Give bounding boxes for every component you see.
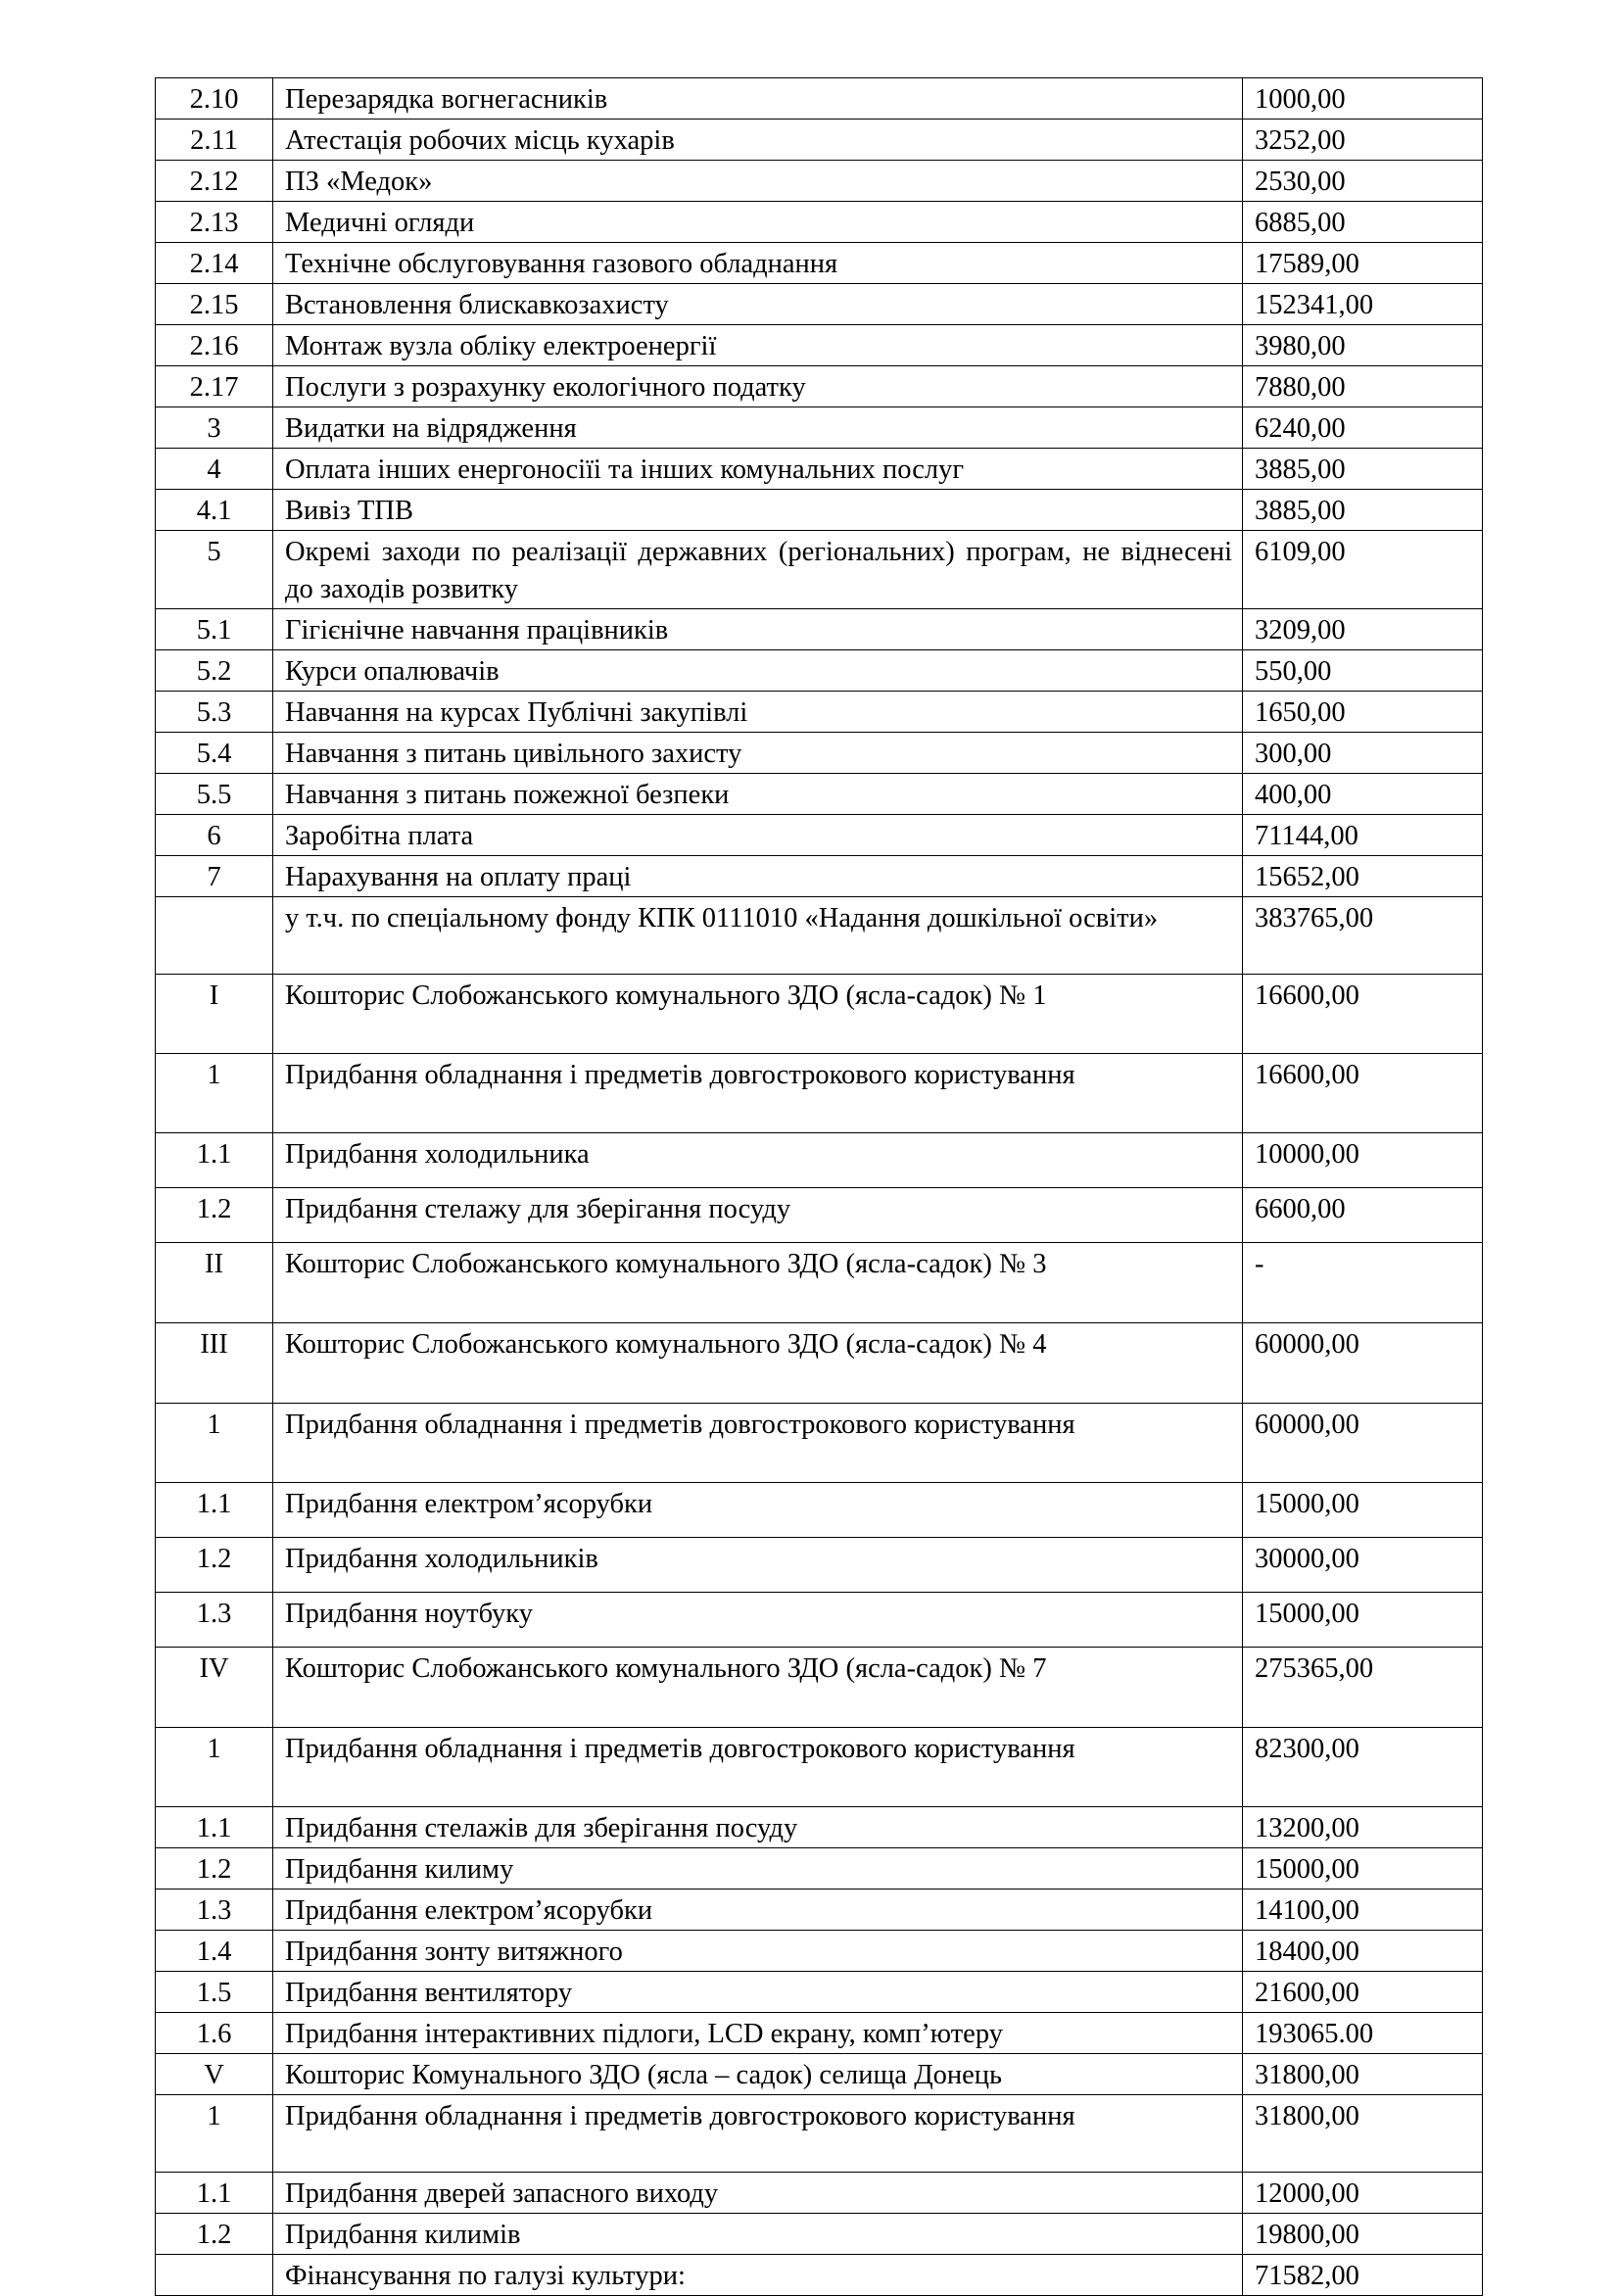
row-number-cell: 1.1 [156,1133,273,1188]
row-number-cell: 1.4 [156,1931,273,1972]
row-amount-cell: 60000,00 [1243,1404,1483,1483]
row-description-cell: ПЗ «Медок» [273,161,1243,202]
row-description-cell: Кошторис Слобожанського комунального ЗДО (ясла-садок) № 7 [273,1648,1243,1728]
row-description-cell: Заробітна плата [273,815,1243,856]
row-number-cell: 1.5 [156,1972,273,2013]
row-description-cell: Придбання вентилятору [273,1972,1243,2013]
row-description-cell: Придбання зонту витяжного [273,1931,1243,1972]
table-row [156,490,1483,531]
row-number-cell: 2.17 [156,366,273,407]
row-amount-cell: 6240,00 [1243,407,1483,449]
row-number-cell: IV [156,1648,273,1728]
row-description-cell: Придбання обладнання і предметів довгострокового користування [273,1728,1243,1807]
row-amount-cell: 300,00 [1243,733,1483,774]
table-row [156,1931,1483,1972]
row-number-cell: 1 [156,2095,273,2173]
row-description-cell: Встановлення блискавкозахисту [273,284,1243,325]
row-description-cell: Оплата інших енергоносіїі та інших комунальних послуг [273,449,1243,490]
row-description-cell: Монтаж вузла обліку електроенергії [273,325,1243,366]
row-amount-cell: 19800,00 [1243,2214,1483,2255]
table-row [156,2054,1483,2095]
row-description-cell: Придбання обладнання і предметів довгострокового користування [273,1404,1243,1483]
row-number-cell: 4.1 [156,490,273,531]
row-description-cell: Окремі заходи по реалізації державних (регіональних) програм, не віднесені до заходів розвитку [273,531,1243,609]
row-amount-cell: 15000,00 [1243,1593,1483,1648]
row-number-cell: 2.14 [156,243,273,284]
row-description-cell: Придбання дверей запасного виходу [273,2173,1243,2214]
row-number-cell [156,897,273,975]
row-amount-cell: 31800,00 [1243,2095,1483,2173]
row-number-cell: 2.13 [156,202,273,243]
row-amount-cell: 1000,00 [1243,78,1483,120]
row-amount-cell: 17589,00 [1243,243,1483,284]
table-row [156,1054,1483,1133]
row-number-cell: 1.1 [156,1807,273,1848]
row-description-cell: Придбання холодильників [273,1538,1243,1593]
row-description-cell: Навчання на курсах Публічні закупівлі [273,692,1243,733]
table-row [156,2173,1483,2214]
row-number-cell: 5.4 [156,733,273,774]
row-number-cell: 7 [156,856,273,897]
row-amount-cell: 14100,00 [1243,1889,1483,1931]
row-amount-cell: 400,00 [1243,774,1483,815]
row-amount-cell: 550,00 [1243,650,1483,692]
row-number-cell: 1.2 [156,1538,273,1593]
row-number-cell [156,2255,273,2296]
table-body [156,78,1483,2296]
table-row [156,815,1483,856]
table-row [156,1538,1483,1593]
row-amount-cell: 3980,00 [1243,325,1483,366]
table-row [156,531,1483,609]
row-number-cell: 5.5 [156,774,273,815]
row-amount-cell: 16600,00 [1243,1054,1483,1133]
table-row [156,1848,1483,1889]
row-amount-cell: 71582,00 [1243,2255,1483,2296]
row-amount-cell: 6600,00 [1243,1188,1483,1243]
table-row [156,2095,1483,2173]
row-amount-cell: 152341,00 [1243,284,1483,325]
row-number-cell: 3 [156,407,273,449]
row-number-cell: 1 [156,1728,273,1807]
row-description-cell: Придбання інтерактивних підлоги, LCD екрану, комп’ютеру [273,2013,1243,2054]
row-amount-cell: 13200,00 [1243,1807,1483,1848]
table-row [156,1404,1483,1483]
row-description-cell: Кошторис Комунального ЗДО (ясла – садок) селища Донець [273,2054,1243,2095]
row-description-cell: Медичні огляди [273,202,1243,243]
table-row [156,856,1483,897]
table-row [156,120,1483,161]
table-row [156,284,1483,325]
row-description-cell: Гігієнічне навчання працівників [273,609,1243,650]
row-number-cell: 1.2 [156,1188,273,1243]
row-amount-cell: 12000,00 [1243,2173,1483,2214]
row-amount-cell: 82300,00 [1243,1728,1483,1807]
row-number-cell: 1.1 [156,2173,273,2214]
row-amount-cell: 71144,00 [1243,815,1483,856]
row-number-cell: 4 [156,449,273,490]
row-description-cell: Послуги з розрахунку екологічного податку [273,366,1243,407]
row-number-cell: 1.3 [156,1593,273,1648]
row-number-cell: 1.2 [156,1848,273,1889]
row-amount-cell: 7880,00 [1243,366,1483,407]
table-row [156,366,1483,407]
row-number-cell: 1.2 [156,2214,273,2255]
row-amount-cell: 15000,00 [1243,1483,1483,1538]
table-row [156,1807,1483,1848]
row-number-cell: 5.1 [156,609,273,650]
row-number-cell: 1 [156,1404,273,1483]
table-row [156,202,1483,243]
row-number-cell: 2.12 [156,161,273,202]
row-number-cell: 5 [156,531,273,609]
row-description-cell: Кошторис Слобожанського комунального ЗДО (ясла-садок) № 3 [273,1243,1243,1323]
row-amount-cell: 2530,00 [1243,161,1483,202]
table-row [156,1728,1483,1807]
table-row [156,407,1483,449]
budget-table [155,77,1483,2296]
table-row [156,1889,1483,1931]
row-description-cell: Придбання стелажу для зберігання посуду [273,1188,1243,1243]
table-row [156,325,1483,366]
row-description-cell: Кошторис Слобожанського комунального ЗДО (ясла-садок) № 1 [273,975,1243,1054]
table-row [156,609,1483,650]
row-amount-cell: - [1243,1243,1483,1323]
row-amount-cell: 31800,00 [1243,2054,1483,2095]
row-description-cell: Курси опалювачів [273,650,1243,692]
row-number-cell: 2.15 [156,284,273,325]
table-row [156,161,1483,202]
row-number-cell: II [156,1243,273,1323]
table-row [156,1648,1483,1728]
table-row [156,1133,1483,1188]
row-number-cell: 2.10 [156,78,273,120]
row-amount-cell: 3885,00 [1243,490,1483,531]
row-amount-cell: 15652,00 [1243,856,1483,897]
table-row [156,2013,1483,2054]
row-description-cell: Придбання стелажів для зберігання посуду [273,1807,1243,1848]
table-row [156,733,1483,774]
row-number-cell: 1 [156,1054,273,1133]
row-description-cell: Навчання з питань цивільного захисту [273,733,1243,774]
row-amount-cell: 60000,00 [1243,1323,1483,1404]
row-description-cell: Придбання ноутбуку [273,1593,1243,1648]
row-description-cell: у т.ч. по спеціальному фонду КПК 0111010 «Надання дошкільної освіти» [273,897,1243,975]
row-description-cell: Видатки на відрядження [273,407,1243,449]
table-row [156,2255,1483,2296]
row-amount-cell: 3252,00 [1243,120,1483,161]
table-row [156,1593,1483,1648]
row-amount-cell: 15000,00 [1243,1848,1483,1889]
row-number-cell: 1.1 [156,1483,273,1538]
row-amount-cell: 1650,00 [1243,692,1483,733]
row-amount-cell: 16600,00 [1243,975,1483,1054]
row-number-cell: 2.16 [156,325,273,366]
table-row [156,449,1483,490]
table-row [156,1972,1483,2013]
row-amount-cell: 6885,00 [1243,202,1483,243]
table-row [156,975,1483,1054]
row-amount-cell: 30000,00 [1243,1538,1483,1593]
row-number-cell: 5.3 [156,692,273,733]
row-amount-cell: 18400,00 [1243,1931,1483,1972]
row-amount-cell: 3209,00 [1243,609,1483,650]
row-description-cell: Вивіз ТПВ [273,490,1243,531]
row-description-cell: Придбання килиму [273,1848,1243,1889]
row-description-cell: Придбання електром’ясорубки [273,1889,1243,1931]
row-description-cell: Перезарядка вогнегасників [273,78,1243,120]
row-number-cell: 1.6 [156,2013,273,2054]
row-description-cell: Фінансування по галузі культури: [273,2255,1243,2296]
row-description-cell: Придбання електром’ясорубки [273,1483,1243,1538]
row-description-cell: Атестація робочих місць кухарів [273,120,1243,161]
table-row [156,1243,1483,1323]
table-row [156,1483,1483,1538]
row-number-cell: 2.11 [156,120,273,161]
row-amount-cell: 3885,00 [1243,449,1483,490]
table-row [156,1323,1483,1404]
table-row [156,650,1483,692]
row-description-cell: Придбання обладнання і предметів довгострокового користування [273,2095,1243,2173]
row-description-cell: Технічне обслуговування газового обладнання [273,243,1243,284]
row-number-cell: I [156,975,273,1054]
row-description-cell: Навчання з питань пожежної безпеки [273,774,1243,815]
table-row [156,1188,1483,1243]
row-description-cell: Кошторис Слобожанського комунального ЗДО (ясла-садок) № 4 [273,1323,1243,1404]
row-number-cell: V [156,2054,273,2095]
table-row [156,78,1483,120]
table-row [156,692,1483,733]
row-description-cell: Придбання обладнання і предметів довгострокового користування [273,1054,1243,1133]
row-amount-cell: 383765,00 [1243,897,1483,975]
row-description-cell: Нарахування на оплату праці [273,856,1243,897]
row-amount-cell: 21600,00 [1243,1972,1483,2013]
table-row [156,897,1483,975]
row-description-cell: Придбання килимів [273,2214,1243,2255]
row-number-cell: III [156,1323,273,1404]
row-number-cell: 1.3 [156,1889,273,1931]
table-row [156,2214,1483,2255]
row-amount-cell: 6109,00 [1243,531,1483,609]
row-description-cell: Придбання холодильника [273,1133,1243,1188]
row-amount-cell: 275365,00 [1243,1648,1483,1728]
table-row [156,774,1483,815]
row-amount-cell: 10000,00 [1243,1133,1483,1188]
table-row [156,243,1483,284]
row-number-cell: 6 [156,815,273,856]
row-number-cell: 5.2 [156,650,273,692]
row-amount-cell: 193065.00 [1243,2013,1483,2054]
